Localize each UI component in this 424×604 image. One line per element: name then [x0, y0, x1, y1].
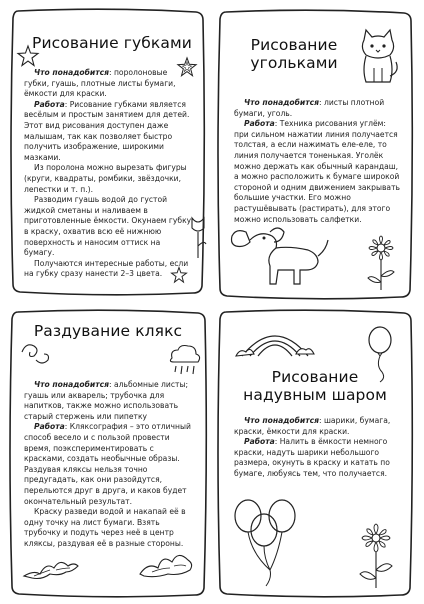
- work-text: : Налить в ёмкости немного краски, надуть шарики небольшого размера, окунуть в краску и катать по бумаге, любуясь тем, что получается.: [234, 437, 390, 478]
- paragraph: Из поролона можно вырезать фигуры (круги, квадраты, ромбики, звёздочки, лепестки и т. п.).: [24, 163, 187, 194]
- card-balloon-painting: [216, 308, 414, 598]
- work-text: : Техника рисования углём: при сильном нажатии линия получается толстая, а если нажимать еле-еле, то линия получается тоненькая. Уголёк можно держать как обычный карандаш, а можно расположить к бумаге широкой стороной и одним движением закрывать большие участки. Его можно растушёвывать (растирать), для этого можно использовать салфетки.: [234, 119, 400, 224]
- paragraph: Разводим гуашь водой до густой жидкой сметаны и наливаем в приготовленные ёмкости. Окунаем губку в краску, охватив всю её нижнюю поверхность и наносим оттиск на бумагу.: [24, 195, 192, 258]
- card-title: Раздувание клякс: [33, 322, 183, 340]
- dog-icon: [226, 226, 330, 288]
- work-text: : Кляксография – это отличный способ весело и с пользой провести время, поэкспериментировать с красками, создать необычные образы. Раздувая кляксы нельзя точно предугадать, как они разойдутся, перельются друг в друга, и каков будет окончательный результат.: [24, 422, 191, 506]
- card-title: надувным шаром: [243, 386, 387, 404]
- flower-icon: [356, 524, 396, 590]
- card-charcoal-drawing: [216, 8, 414, 300]
- needs-text: : шарики, бумага, краски, ёмкости для краски.: [234, 416, 391, 436]
- work-label: Работа: [244, 119, 275, 129]
- flame-icon: [20, 552, 80, 582]
- paragraph: Получаются интересные работы, если на губку сразу нанести 2–3 цвета.: [24, 258, 189, 279]
- card-body: [24, 380, 196, 550]
- needs-label: Что понадобится: [244, 416, 319, 425]
- work-label: Работа: [34, 99, 65, 109]
- star-icon: [16, 44, 40, 68]
- cloud-icon: [166, 342, 202, 378]
- rainbow-icon: [236, 320, 314, 360]
- needs-text: : поролоновые губки, гуашь, плотные листы бумаги, ёмкости для краски.: [24, 68, 176, 99]
- star-icon: [170, 266, 188, 284]
- balloon-icon: [226, 498, 346, 590]
- card-title: Рисование губками: [32, 34, 192, 52]
- card-sponge-painting: [10, 8, 206, 296]
- flower-icon: [364, 236, 398, 292]
- flame-icon: [136, 546, 196, 580]
- cat-icon: [356, 28, 400, 86]
- work-label: Работа: [244, 437, 275, 447]
- card-body: [24, 68, 192, 280]
- card-title: угольками: [250, 54, 338, 72]
- needs-text: : листы плотной бумаги, уголь.: [234, 98, 385, 118]
- card-body: [234, 416, 402, 480]
- tulip-icon: [188, 214, 208, 260]
- swirl-icon: [18, 338, 52, 368]
- work-label: Работа: [34, 422, 65, 432]
- needs-text: : альбомные листы; гуашь или акварель; трубочка для напитков, также можно использовать старый стержень или пипетку: [24, 380, 189, 421]
- card-blot-blowing: [8, 308, 208, 598]
- needs-label: Что понадобится: [34, 68, 109, 77]
- needs-label: Что понадобится: [34, 380, 109, 389]
- needs-label: Что понадобится: [244, 98, 319, 107]
- work-text: : Рисование губками является весёлым и простым занятием для детей. Этот вид рисования доступен даже малышам, так как позволяет быстро получить изображение, широкими мазками.: [24, 99, 190, 162]
- card-title: Рисование: [250, 36, 338, 54]
- card-title: Рисование: [271, 368, 359, 386]
- paragraph: Краску разведи водой и накапай её в одну точку на лист бумаги. Взять трубочку и подуть через неё в центр кляксы, раздувая её в разные стороны.: [24, 507, 186, 548]
- card-body: [234, 98, 402, 225]
